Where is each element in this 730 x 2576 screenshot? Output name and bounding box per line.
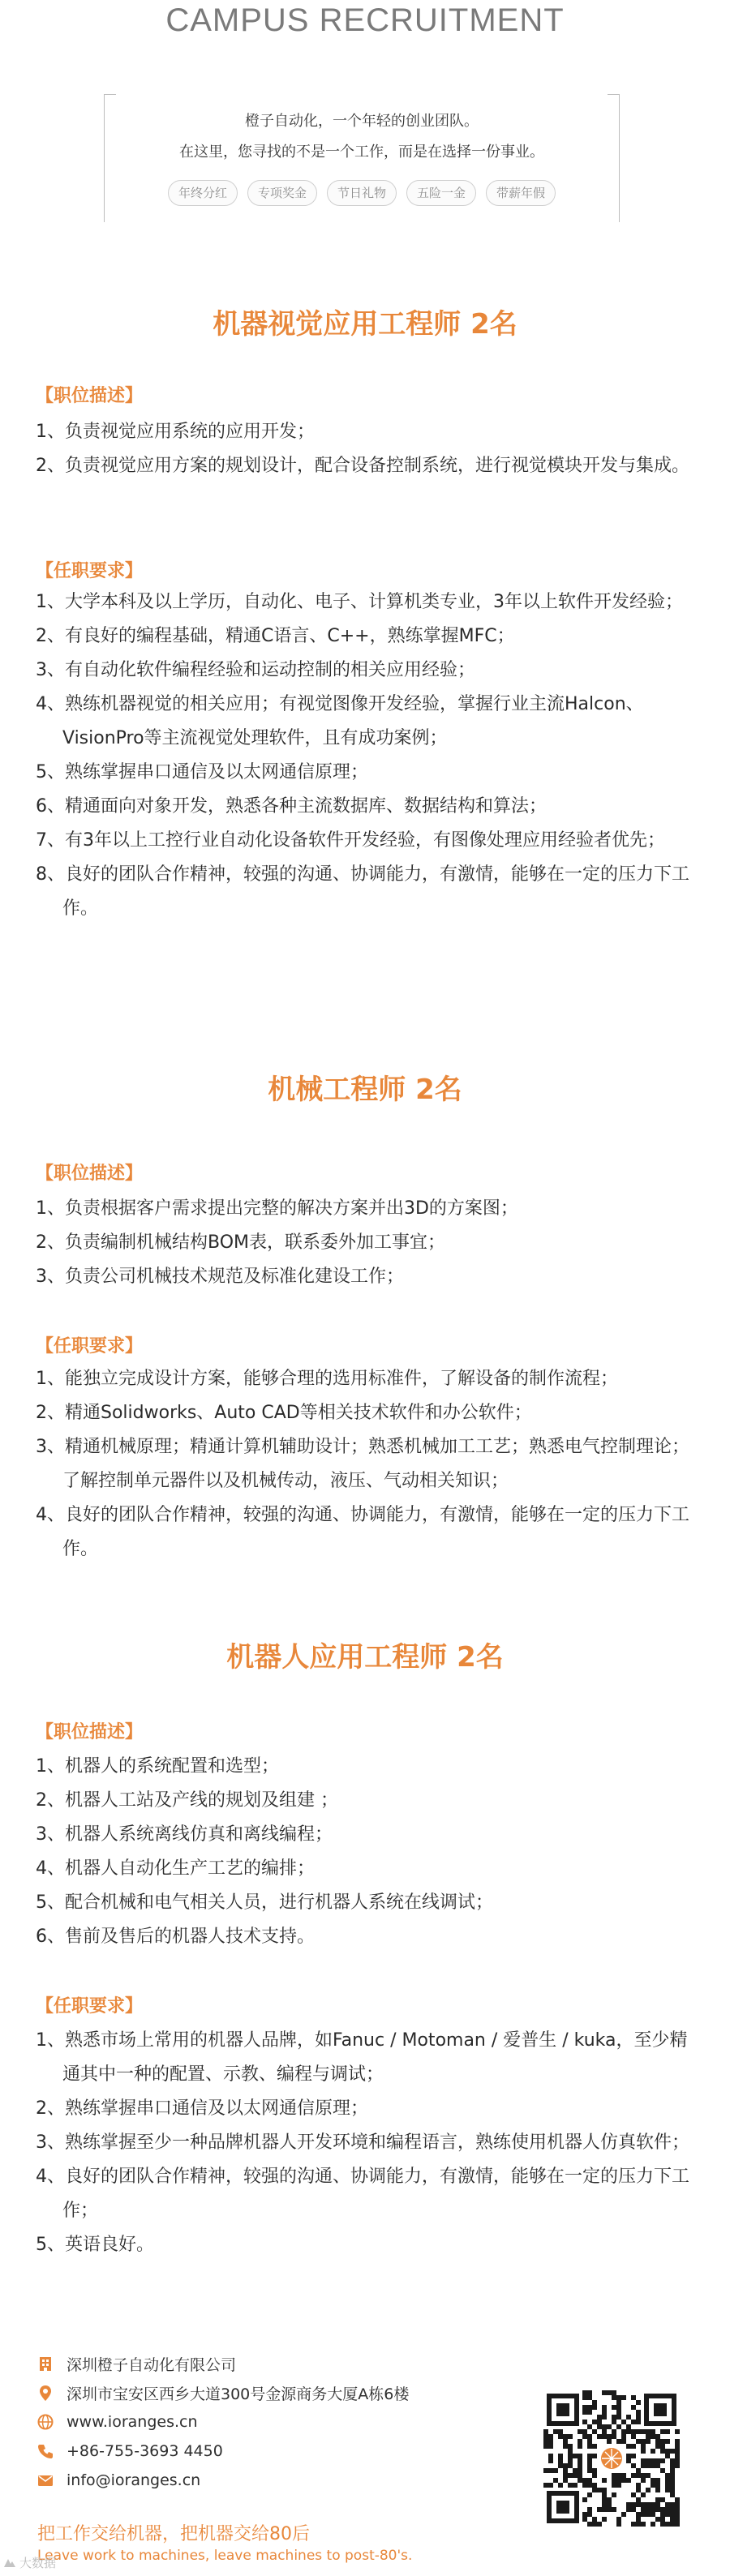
company-name: 深圳橙子自动化有限公司: [67, 2355, 237, 2374]
list-item: 1、负责根据客户需求提出完整的解决方案并出3D的方案图；: [36, 1198, 518, 1219]
list-item: 3、机器人系统离线仿真和离线编程；: [36, 1824, 333, 1845]
qr-code: [543, 2390, 680, 2527]
job-description-list: [36, 1750, 693, 1954]
list-item: 3、熟练掌握至少一种品牌机器人开发环境和编程语言，熟练使用机器人仿真软件；: [36, 2132, 689, 2153]
job-description-list: [36, 415, 693, 483]
list-item: 5、英语良好。: [36, 2235, 154, 2255]
contact-website: [36, 2408, 198, 2436]
benefit-tags: [105, 180, 619, 206]
watermark: [3, 2554, 56, 2571]
list-item: 3、负责公司机械技术规范及标准化建设工作；: [36, 1267, 404, 1287]
list-item: 1、负责视觉应用系统的应用开发；: [36, 422, 315, 442]
list-item: 6、精通面向对象开发，熟悉各种主流数据库、数据结构和算法；: [36, 796, 547, 817]
page-title: CAMPUS RECRUITMENT: [165, 2, 565, 38]
job-requirements-list: [36, 2024, 693, 2262]
globe-icon: [36, 2412, 55, 2432]
intro-line-2: 在这里，您寻找的不是一个工作，而是在选择一份事业。: [179, 144, 544, 161]
slogan-english: Leave work to machines, leave machines to post-80's.: [37, 2548, 413, 2564]
job-description-label: 【职位描述】: [36, 1164, 144, 1184]
contact-footer: [36, 2350, 694, 2576]
benefit-tag: 节日礼物: [327, 180, 397, 206]
list-item: 1、大学本科及以上学历，自动化、电子、计算机类专业，3年以上软件开发经验；: [36, 592, 683, 612]
contact-company: [36, 2350, 236, 2377]
company-website[interactable]: www.ioranges.cn: [67, 2413, 198, 2431]
job-requirements-label: 【任职要求】: [36, 561, 144, 581]
job-title-mechanical-engineer: 机械工程师 2名: [268, 1074, 462, 1106]
contact-address: [36, 2379, 409, 2407]
list-item: 3、有自动化软件编程经验和运动控制的相关应用经验；: [36, 660, 475, 680]
job-requirements-list: [36, 585, 693, 926]
job-description-label: 【职位描述】: [36, 386, 144, 406]
list-item: 2、精通Solidworks、Auto CAD等相关技术软件和办公软件；: [36, 1403, 532, 1423]
list-item: 2、机器人工站及产线的规划及组建 ；: [36, 1790, 338, 1811]
list-item: 2、负责编制机械结构BOM表，联系委外加工事宜；: [36, 1232, 446, 1253]
list-item: 1、熟悉市场上常用的机器人品牌，如Fanuc / Motoman / 爱普生 / kuka，至少精通其中一种的配置、示教、编程与调试；: [36, 2030, 688, 2085]
benefit-tag: 五险一金: [406, 180, 476, 206]
job-requirements-list: [36, 1362, 693, 1567]
list-item: 8、良好的团队合作精神，较强的沟通、协调能力，有激情，能够在一定的压力下工作。: [36, 864, 689, 919]
list-item: 2、负责视觉应用方案的规划设计，配合设备控制系统，进行视觉模块开发与集成。: [36, 456, 689, 476]
job-title-robot-engineer: 机器人应用工程师 2名: [226, 1641, 504, 1674]
list-item: 4、良好的团队合作精神，较强的沟通、协调能力，有激情，能够在一定的压力下工作。: [36, 1505, 689, 1559]
slogan-chinese: 把工作交给机器，把机器交给80后: [37, 2524, 310, 2544]
location-pin-icon: [36, 2383, 55, 2402]
list-item: 4、机器人自动化生产工艺的编排；: [36, 1858, 315, 1879]
watermark-text: 大数据: [19, 2556, 57, 2570]
company-address: 深圳市宝安区西乡大道300号金源商务大厦A栋6楼: [67, 2385, 410, 2403]
contact-phone: [36, 2437, 223, 2465]
list-item: 5、熟练掌握串口通信及以太网通信原理；: [36, 762, 368, 782]
list-item: 2、熟练掌握串口通信及以太网通信原理；: [36, 2098, 368, 2119]
list-item: 6、售前及售后的机器人技术支持。: [36, 1927, 315, 1947]
job-requirements-label: 【任职要求】: [36, 1996, 144, 2017]
building-icon: [36, 2354, 55, 2373]
watermark-logo-icon: [3, 2557, 16, 2569]
intro-box: [104, 94, 620, 222]
list-item: 5、配合机械和电气相关人员，进行机器人系统在线调试；: [36, 1892, 493, 1913]
list-item: 3、精通机械原理；精通计算机辅助设计；熟悉机械加工工艺；熟悉电气控制理论；了解控制单元器件以及机械传动，液压、气动相关知识；: [36, 1437, 689, 1491]
job-title-vision-engineer: 机器视觉应用工程师 2名: [213, 308, 517, 341]
intro-line-1: 橙子自动化，一个年轻的创业团队。: [245, 113, 479, 130]
phone-icon: [36, 2441, 55, 2461]
list-item: 4、熟练机器视觉的相关应用；有视觉图像开发经验，掌握行业主流Halcon、VisionPro等主流视觉处理软件，且有成功案例；: [36, 694, 644, 748]
benefit-tag: 专项奖金: [247, 180, 317, 206]
list-item: 4、良好的团队合作精神，较强的沟通、协调能力，有激情，能够在一定的压力下工作；: [36, 2167, 689, 2221]
contact-email: [36, 2467, 200, 2494]
list-item: 1、机器人的系统配置和选型；: [36, 1756, 279, 1777]
mail-icon: [36, 2471, 55, 2490]
benefit-tag: 年终分红: [168, 180, 238, 206]
benefit-tag: 带薪年假: [486, 180, 556, 206]
list-item: 1、能独立完成设计方案，能够合理的选用标准件，了解设备的制作流程；: [36, 1369, 618, 1389]
company-phone: +86-755-3693 4450: [67, 2442, 223, 2460]
list-item: 2、有良好的编程基础，精通C语言、C++，熟练掌握MFC；: [36, 626, 515, 646]
job-description-list: [36, 1192, 693, 1294]
job-requirements-label: 【任职要求】: [36, 1336, 144, 1357]
list-item: 7、有3年以上工控行业自动化设备软件开发经验，有图像处理应用经验者优先；: [36, 830, 665, 851]
job-description-label: 【职位描述】: [36, 1722, 144, 1742]
company-email[interactable]: info@ioranges.cn: [67, 2471, 201, 2489]
